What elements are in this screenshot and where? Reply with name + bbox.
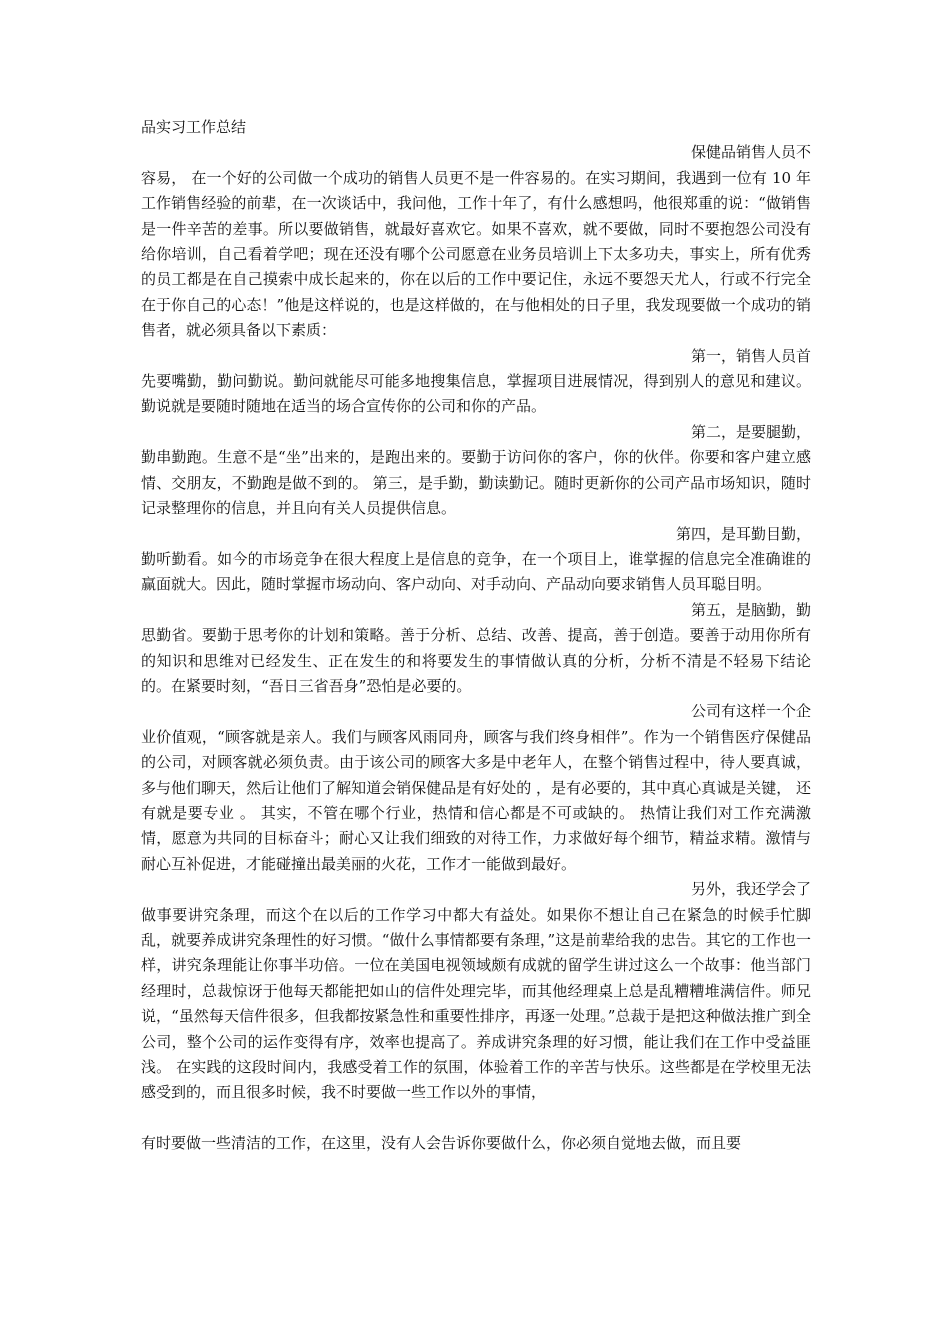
section-1-lead: 保健品销售人员不 — [690, 143, 811, 162]
section-4-lead: 第四，是耳勤目勤， — [675, 524, 811, 543]
paragraph-gap — [141, 1106, 811, 1131]
section-5-lead: 第五，是脑勤，勤 — [690, 600, 811, 619]
section-4-text: 勤听勤看。如今的市场竞争在很大程度上是信息的竞争，在一个项目上，谁掌握的信息完全准确谁的赢面就大。因此，随时掌握市场动向、客户动向、对手动向、产品动向要求销售人员耳聪目明。 — [141, 549, 811, 594]
section-3-lead: 第二，是要腿勤， — [690, 422, 811, 441]
section-6-lead: 公司有这样一个企 — [690, 702, 811, 721]
section-2-text: 先要嘴勤，勤问勤说。勤问就能尽可能多地搜集信息，掌握项目进展情况，得到别人的意见和建议。勤说就是要随时随地在适当的场合宣传你的公司和你的产品。 — [141, 372, 811, 416]
section-2-lead: 第一，销售人员首 — [690, 346, 811, 365]
section-5-text: 思勤省。要勤于思考你的计划和策略。善于分析、总结、改善、提高，善于创造。要善于动用你所有的知识和思维对已经发生、正在发生的和将要发生的事情做认真的分析，分析不清是不轻易下结论的。在紧要时刻，“吾日三省吾身”恐怕是必要的。 — [141, 626, 811, 695]
document-body — [141, 115, 811, 1156]
section-7-lead: 另外，我还学会了 — [690, 880, 811, 899]
section-6-text: 业价值观，“顾客就是亲人。我们与顾客风雨同舟，顾客与我们终身相伴”。作为一个销售医疗保健品的公司，对顾客就必须负责。由于该公司的顾客大多是中老年人，在整个销售过程中，待人要真诚，多与他们聊天，然后让他们了解知道会销保健品是有好处的 ，是有必要的，其中真心真诚是关键， 还有就是要专业 。 其实，不管在哪个行业，热情和信心都是不可或缺的。 热情让我们对工作充满激情，愿意为共同的目标奋斗；耐心又让我们细致的对待工作，力求做好每个细节，精益求精。激情与耐心互补促进，才能碰撞出最美丽的火花，工作才一能做到最好。 — [141, 727, 811, 873]
closing-text: 有时要做一些清洁的工作，在这里，没有人会告诉你要做什么，你必须自觉地去做，而且要 — [141, 1133, 742, 1152]
document-title: 品实习工作总结 — [141, 118, 247, 136]
section-3-text: 勤串勤跑。生意不是“坐”出来的，是跑出来的。要勤于访问你的客户，你的伙伴。你要和客户建立感情、交朋友，不勤跑是做不到的。 第三，是手勤，勤读勤记。随时更新你的公司产品市场知识，随时记录整理你的信息，并且向有关人员提供信息。 — [141, 448, 811, 518]
section-7-text: 做事要讲究条理，而这个在以后的工作学习中都大有益处。如果你不想让自己在紧急的时候手忙脚乱，就要养成讲究条理性的好习惯。“做什么事情都要有条理，”这是前辈给我的忠告。其它的工作也一样，讲究条理能让你事半功倍。一位在美国电视领域颇有成就的留学生讲过这么一个故事：他当部门经理时，总裁惊讶于他每天都能把如山的信件处理完毕，而其他经理桌上总是乱糟糟堆满信件。师兄说，“虽然每天信件很多，但我都按紧急性和重要性排序，再逐一处理。”总裁于是把这种做法推广到全公司，整个公司的运作变得有序，效率也提高了。养成讲究条理的好习惯，能让我们在工作中受益匪浅。 在实践的这段时间内，我感受着工作的氛围，体验着工作的辛苦与快乐。这些都是在学校里无法感受到的，而且很多时候，我不时要做一些工作以外的事情， — [141, 905, 811, 1102]
section-1-text: 容易， 在一个好的公司做一个成功的销售人员更不是一件容易的。在实习期间，我遇到一位有 10 年工作销售经验的前辈，在一次谈话中，我问他，工作十年了，有什么感想吗，他很郑重的说：“做销售是一件辛苦的差事。所以要做销售，就最好喜欢它。如果不喜欢，就不要做，同时不要抱怨公司没有给你培训，自己看着学吧；现在还没有哪个公司愿意在业务员培训上下太多功夫，事实上，所有优秀的员工都是在自己摸索中成长起来的，你在以后的工作中要记住，永远不要怨天尤人，行或不行完全在于你自己的心态！”他是这样说的，也是这样做的，在与他相处的日子里，我发现要做一个成功的销售者，就必须具备以下素质： — [141, 168, 811, 340]
